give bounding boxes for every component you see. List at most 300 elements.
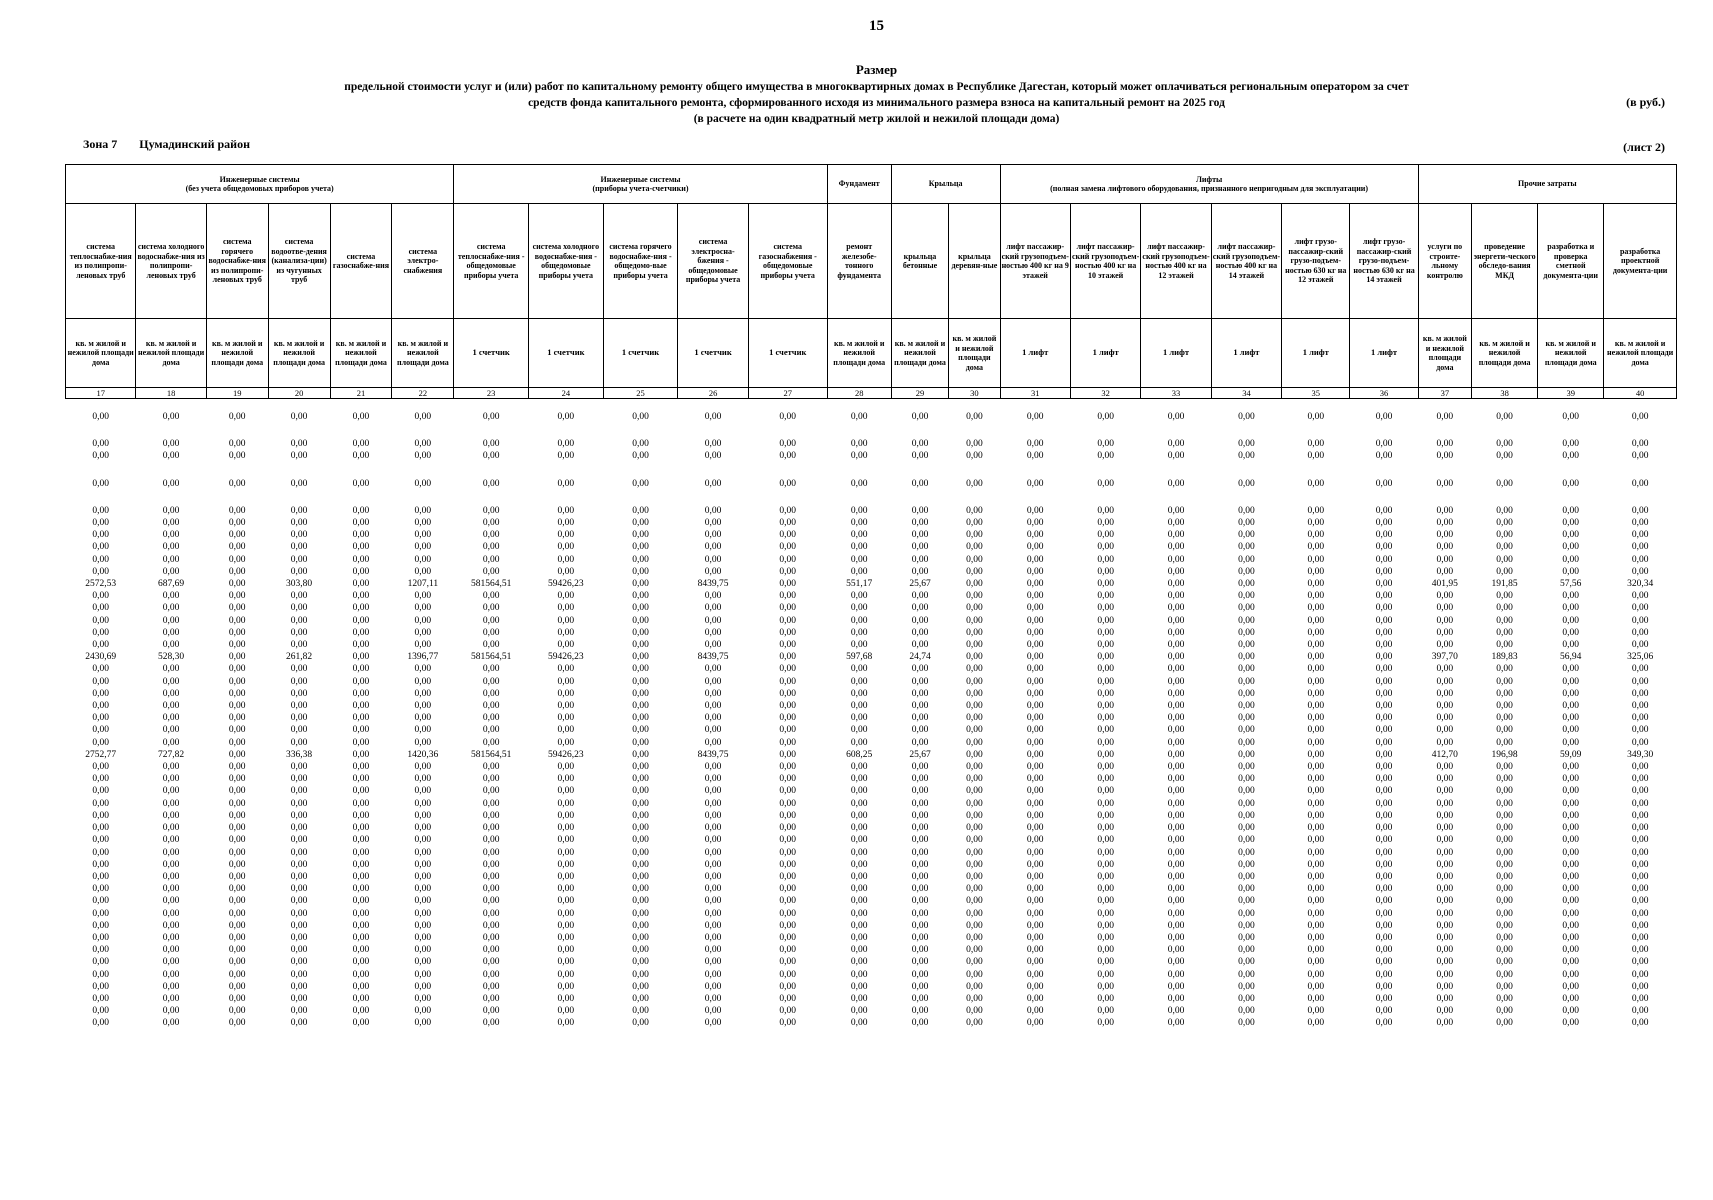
table-cell: 0,00 <box>557 896 575 907</box>
table-cell: 0,00 <box>1026 615 1044 626</box>
column-number: 38 <box>1472 388 1538 399</box>
table-cell: 0,00 <box>911 1018 929 1029</box>
table-cell: 0,00 <box>557 945 575 956</box>
table-cell: 0,00 <box>1375 932 1393 943</box>
table-cell: 0,00 <box>352 932 370 943</box>
table-cell: 0,00 <box>557 439 575 450</box>
table-cell: 0,00 <box>704 957 722 968</box>
table-cell: 0,00 <box>557 530 575 541</box>
table-cell: 0,00 <box>1496 835 1513 846</box>
table-cell: 8439,75 <box>697 652 729 663</box>
table-cell: 0,00 <box>92 664 110 675</box>
table-cell: 401,95 <box>1431 579 1458 590</box>
table-cell: 0,00 <box>290 505 308 516</box>
zone-label <box>83 137 250 152</box>
table-cell: 0,00 <box>1496 847 1513 858</box>
table-cell: 56,94 <box>1560 652 1582 663</box>
table-cell: 0,00 <box>966 701 983 712</box>
table-cell: 0,00 <box>228 908 246 919</box>
table-cell: 0,00 <box>482 603 500 614</box>
table-cell: 0,00 <box>632 478 649 489</box>
table-cell: 0,00 <box>1307 439 1325 450</box>
table-cell: 0,00 <box>92 786 110 797</box>
table-cell: 0,00 <box>1026 993 1044 1004</box>
table-cell: 397,70 <box>1431 652 1458 663</box>
table-cell: 0,00 <box>1167 579 1185 590</box>
table-cell: 0,00 <box>1496 554 1513 565</box>
table-cell: 0,00 <box>557 908 575 919</box>
column-title: лифт пассажир-ский грузоподъем-ностью 400 кг на 10 этажей <box>1070 204 1140 319</box>
column-number: 30 <box>949 388 1000 399</box>
table-cell: 0,00 <box>1097 945 1114 956</box>
group-header: Крыльца <box>891 165 1000 204</box>
table-cell: 0,00 <box>290 957 308 968</box>
table-cell: 0,00 <box>1436 896 1454 907</box>
table-cell: 196,98 <box>1491 749 1518 760</box>
table-cell: 0,00 <box>352 478 370 489</box>
table-cell: 0,00 <box>290 920 308 931</box>
table-cell: 0,00 <box>632 713 649 724</box>
table-cell: 0,00 <box>162 945 180 956</box>
table-cell: 0,00 <box>779 640 797 651</box>
table-cell: 0,00 <box>1167 896 1185 907</box>
table-cell: 0,00 <box>1238 847 1255 858</box>
table-cell: 0,00 <box>1026 749 1044 760</box>
table-cell: 0,00 <box>779 652 797 663</box>
table-cell: 0,00 <box>557 725 575 736</box>
table-cell: 0,00 <box>1097 823 1114 834</box>
table-cell: 0,00 <box>966 566 983 577</box>
column-title: лифт пассажир-ский грузоподъем-ностью 400 кг на 14 этажей <box>1211 204 1281 319</box>
table-cell: 0,00 <box>228 652 246 663</box>
table-cell: 0,00 <box>1436 554 1454 565</box>
table-cell: 0,00 <box>911 993 929 1004</box>
table-cell: 0,00 <box>1436 920 1454 931</box>
table-cell: 0,00 <box>911 884 929 895</box>
row-spacer <box>66 490 1677 505</box>
table-cell: 0,00 <box>1436 993 1454 1004</box>
table-cell: 0,00 <box>850 412 868 422</box>
table-cell: 0,00 <box>1026 1018 1044 1029</box>
table-cell: 0,00 <box>414 920 432 931</box>
table-cell: 0,00 <box>482 554 500 565</box>
table-cell: 0,00 <box>1026 737 1044 748</box>
table-cell: 0,00 <box>632 932 649 943</box>
table-cell: 0,00 <box>1026 908 1044 919</box>
table-cell: 0,00 <box>1238 798 1255 809</box>
table-cell: 0,00 <box>1238 688 1255 699</box>
table-cell: 0,00 <box>92 676 110 687</box>
table-cell: 0,00 <box>1436 762 1454 773</box>
table-cell: 0,00 <box>911 823 929 834</box>
table-cell: 0,00 <box>557 810 575 821</box>
table-cell: 0,00 <box>557 478 575 489</box>
table-cell: 0,00 <box>1307 1006 1325 1017</box>
table-cell: 0,00 <box>1562 615 1580 626</box>
table-cell: 25,67 <box>909 579 931 590</box>
table-cell: 0,00 <box>911 1006 929 1017</box>
table-cell: 0,00 <box>1375 884 1393 895</box>
column-number: 33 <box>1141 388 1211 399</box>
table-cell: 0,00 <box>92 518 110 529</box>
table-cell: 0,00 <box>1026 932 1044 943</box>
table-cell: 551,17 <box>846 579 873 590</box>
table-cell: 0,00 <box>1562 554 1580 565</box>
table-cell: 0,00 <box>1238 896 1255 907</box>
table-cell: 0,00 <box>482 969 500 980</box>
table-cell: 0,00 <box>92 835 110 846</box>
table-cell: 0,00 <box>704 701 722 712</box>
table-cell: 0,00 <box>1238 969 1255 980</box>
table-cell: 0,00 <box>1375 615 1393 626</box>
table-cell: 0,00 <box>850 847 868 858</box>
table-cell: 0,00 <box>1375 579 1393 590</box>
table-cell: 0,00 <box>1307 859 1325 870</box>
table-cell: 0,00 <box>228 518 246 529</box>
table-cell: 0,00 <box>414 725 432 736</box>
table-cell: 0,00 <box>1496 603 1513 614</box>
table-cell: 0,00 <box>1026 774 1044 785</box>
column-title-row <box>66 204 1677 319</box>
table-cell: 0,00 <box>352 579 370 590</box>
table-cell: 0,00 <box>1436 627 1454 638</box>
table-cell: 0,00 <box>704 884 722 895</box>
table-cell: 0,00 <box>1562 859 1580 870</box>
table-cell: 0,00 <box>162 505 180 516</box>
table-cell: 0,00 <box>1167 810 1185 821</box>
table-cell: 0,00 <box>1436 725 1454 736</box>
table-cell: 0,00 <box>1436 786 1454 797</box>
table-row <box>66 1005 1677 1017</box>
table-row <box>66 724 1677 736</box>
table-cell: 0,00 <box>482 412 500 422</box>
table-cell: 0,00 <box>290 945 308 956</box>
table-cell: 0,00 <box>1026 688 1044 699</box>
table-cell: 0,00 <box>482 451 500 462</box>
table-cell: 0,00 <box>966 810 983 821</box>
column-unit: кв. м жилой и нежилой площади дома <box>1604 319 1677 388</box>
table-cell: 0,00 <box>1631 920 1649 931</box>
table-cell: 0,00 <box>1307 774 1325 785</box>
table-cell: 0,00 <box>1167 945 1185 956</box>
table-cell: 0,00 <box>779 579 797 590</box>
table-cell: 0,00 <box>1097 591 1114 602</box>
table-cell: 0,00 <box>352 993 370 1004</box>
table-cell: 0,00 <box>704 542 722 553</box>
table-cell: 0,00 <box>1307 749 1325 760</box>
table-cell: 0,00 <box>1097 908 1114 919</box>
table-cell: 0,00 <box>1436 603 1454 614</box>
table-cell: 0,00 <box>850 823 868 834</box>
column-title: крыльца бетонные <box>891 204 949 319</box>
table-cell: 0,00 <box>1026 478 1044 489</box>
table-cell: 0,00 <box>1436 615 1454 626</box>
table-cell: 0,00 <box>1307 945 1325 956</box>
table-cell: 0,00 <box>632 1018 649 1029</box>
table-cell: 59426,23 <box>548 652 584 663</box>
table-cell: 0,00 <box>632 579 649 590</box>
table-cell: 0,00 <box>850 591 868 602</box>
table-cell: 0,00 <box>1167 701 1185 712</box>
table-cell: 0,00 <box>1375 798 1393 809</box>
table-cell: 0,00 <box>704 439 722 450</box>
table-row <box>66 615 1677 627</box>
table-cell: 0,00 <box>632 1006 649 1017</box>
column-number: 21 <box>330 388 392 399</box>
table-cell: 0,00 <box>1631 725 1649 736</box>
column-title: система горячего водоснабже-ния - общедомо-вые приборы учета <box>603 204 678 319</box>
table-cell: 0,00 <box>162 798 180 809</box>
table-cell: 0,00 <box>162 566 180 577</box>
table-cell: 0,00 <box>1436 835 1454 846</box>
table-cell: 0,00 <box>1375 847 1393 858</box>
table-cell: 0,00 <box>557 627 575 638</box>
table-cell: 1396,77 <box>407 652 439 663</box>
table-cell: 0,00 <box>352 969 370 980</box>
column-unit: 1 лифт <box>1000 319 1070 388</box>
table-cell: 0,00 <box>632 701 649 712</box>
table-cell: 0,00 <box>966 615 983 626</box>
table-cell: 0,00 <box>1167 835 1185 846</box>
table-cell: 0,00 <box>1562 1018 1580 1029</box>
table-cell: 0,00 <box>162 786 180 797</box>
table-cell: 0,00 <box>228 579 246 590</box>
table-cell: 0,00 <box>911 896 929 907</box>
table-cell: 0,00 <box>92 439 110 450</box>
table-cell: 0,00 <box>352 945 370 956</box>
table-cell: 0,00 <box>911 762 929 773</box>
table-cell: 0,00 <box>228 896 246 907</box>
table-cell: 0,00 <box>162 969 180 980</box>
table-cell: 0,00 <box>414 701 432 712</box>
table-cell: 0,00 <box>1631 603 1649 614</box>
table-cell: 0,00 <box>352 920 370 931</box>
table-cell: 0,00 <box>1562 945 1580 956</box>
table-cell: 0,00 <box>1097 762 1114 773</box>
table-cell: 0,00 <box>1436 981 1454 992</box>
table-cell: 0,00 <box>1307 664 1325 675</box>
table-cell: 0,00 <box>1238 412 1255 422</box>
table-cell: 0,00 <box>1026 823 1044 834</box>
sheet-label: (лист 2) <box>1623 140 1665 154</box>
table-cell: 0,00 <box>704 591 722 602</box>
table-cell: 0,00 <box>1167 737 1185 748</box>
table-cell: 261,82 <box>286 652 313 663</box>
table-cell: 0,00 <box>779 542 797 553</box>
table-cell: 0,00 <box>352 591 370 602</box>
table-cell: 0,00 <box>850 981 868 992</box>
table-cell: 0,00 <box>228 627 246 638</box>
table-cell: 0,00 <box>1167 932 1185 943</box>
table-row <box>66 749 1677 761</box>
table-cell: 0,00 <box>966 603 983 614</box>
table-cell: 0,00 <box>1496 478 1513 489</box>
table-cell: 0,00 <box>966 713 983 724</box>
table-cell: 0,00 <box>557 871 575 882</box>
table-cell: 1207,11 <box>407 579 439 590</box>
table-cell: 0,00 <box>1238 908 1255 919</box>
table-cell: 0,00 <box>1238 945 1255 956</box>
table-cell: 0,00 <box>1631 957 1649 968</box>
table-cell: 0,00 <box>1631 713 1649 724</box>
table-cell: 0,00 <box>1375 969 1393 980</box>
table-cell: 0,00 <box>1436 439 1454 450</box>
table-cell: 0,00 <box>557 969 575 980</box>
table-cell: 0,00 <box>92 603 110 614</box>
table-cell: 0,00 <box>1238 737 1255 748</box>
table-cell: 0,00 <box>704 518 722 529</box>
table-cell: 0,00 <box>1307 451 1325 462</box>
table-cell: 0,00 <box>1307 969 1325 980</box>
table-cell: 0,00 <box>290 603 308 614</box>
table-cell: 0,00 <box>779 627 797 638</box>
table-cell: 0,00 <box>704 603 722 614</box>
table-cell: 0,00 <box>779 554 797 565</box>
column-number: 31 <box>1000 388 1070 399</box>
table-cell: 0,00 <box>1562 896 1580 907</box>
table-cell: 0,00 <box>162 640 180 651</box>
table-cell: 0,00 <box>1436 412 1454 422</box>
table-cell: 0,00 <box>1238 579 1255 590</box>
table-cell: 0,00 <box>850 762 868 773</box>
table-cell: 0,00 <box>1097 725 1114 736</box>
table-cell: 0,00 <box>162 932 180 943</box>
table-cell: 0,00 <box>482 615 500 626</box>
table-cell: 0,00 <box>1238 762 1255 773</box>
table-cell: 0,00 <box>1562 530 1580 541</box>
table-cell: 0,00 <box>162 615 180 626</box>
table-cell: 0,00 <box>1375 518 1393 529</box>
table-cell: 0,00 <box>966 920 983 931</box>
table-cell: 0,00 <box>92 615 110 626</box>
table-cell: 0,00 <box>92 713 110 724</box>
table-cell: 0,00 <box>1436 884 1454 895</box>
table-cell: 0,00 <box>482 847 500 858</box>
table-cell: 8439,75 <box>697 749 729 760</box>
table-cell: 0,00 <box>1562 871 1580 882</box>
table-cell: 0,00 <box>557 640 575 651</box>
table-cell: 25,67 <box>909 749 931 760</box>
table-cell: 0,00 <box>911 518 929 529</box>
table-cell: 0,00 <box>557 932 575 943</box>
column-unit: кв. м жилой и нежилой площади дома <box>268 319 330 388</box>
table-cell: 0,00 <box>1307 725 1325 736</box>
table-row <box>66 399 1677 424</box>
table-cell: 0,00 <box>1167 908 1185 919</box>
unit-row <box>66 319 1677 388</box>
table-cell: 0,00 <box>1496 969 1513 980</box>
table-cell: 0,00 <box>779 798 797 809</box>
table-cell: 0,00 <box>704 566 722 577</box>
table-cell: 0,00 <box>1238 478 1255 489</box>
table-cell: 0,00 <box>1238 725 1255 736</box>
table-cell: 0,00 <box>92 701 110 712</box>
table-cell: 0,00 <box>911 932 929 943</box>
table-cell: 0,00 <box>228 981 246 992</box>
table-cell: 0,00 <box>1375 664 1393 675</box>
table-cell: 0,00 <box>966 518 983 529</box>
table-cell: 0,00 <box>1436 478 1454 489</box>
table-cell: 0,00 <box>228 920 246 931</box>
table-cell: 0,00 <box>92 640 110 651</box>
table-cell: 0,00 <box>1375 945 1393 956</box>
title-line-2: предельной стоимости услуг и (или) работ по капитальному ремонту общего имущества в многоквартирных домах в Республике Дагестан, который может оплачиваться региональным оператором за счет <box>344 81 1409 93</box>
table-cell: 0,00 <box>290 932 308 943</box>
table-cell: 0,00 <box>1436 701 1454 712</box>
table-cell: 0,00 <box>228 810 246 821</box>
table-cell: 0,00 <box>482 518 500 529</box>
table-cell: 0,00 <box>704 945 722 956</box>
table-cell: 0,00 <box>228 554 246 565</box>
table-cell: 0,00 <box>1026 676 1044 687</box>
title-line-3: средств фонда капитального ремонта, сформированного исходя из минимального размера взноса на капитальный ремонт на 2025 год <box>528 97 1225 109</box>
table-cell: 0,00 <box>1026 518 1044 529</box>
column-title: крыльца деревян-ные <box>949 204 1000 319</box>
table-cell: 0,00 <box>1307 786 1325 797</box>
table-cell: 0,00 <box>1562 981 1580 992</box>
table-cell: 0,00 <box>632 664 649 675</box>
table-cell: 0,00 <box>414 762 432 773</box>
table-cell: 0,00 <box>1631 896 1649 907</box>
table-cell: 0,00 <box>1562 969 1580 980</box>
table-cell: 0,00 <box>290 1006 308 1017</box>
table-cell: 0,00 <box>779 737 797 748</box>
table-row <box>66 822 1677 834</box>
table-cell: 0,00 <box>1167 920 1185 931</box>
table-cell: 0,00 <box>1496 737 1513 748</box>
table-cell: 0,00 <box>911 798 929 809</box>
table-cell: 0,00 <box>557 798 575 809</box>
table-cell: 0,00 <box>290 896 308 907</box>
table-row <box>66 785 1677 797</box>
table-cell: 0,00 <box>779 810 797 821</box>
table-cell: 8439,75 <box>697 579 729 590</box>
table-cell: 0,00 <box>228 676 246 687</box>
table-cell: 0,00 <box>1307 871 1325 882</box>
table-cell: 0,00 <box>1307 1018 1325 1029</box>
table-cell: 581564,51 <box>470 749 512 760</box>
column-number: 23 <box>454 388 529 399</box>
table-cell: 0,00 <box>704 1006 722 1017</box>
table-cell: 0,00 <box>850 884 868 895</box>
table-cell: 0,00 <box>92 451 110 462</box>
table-cell: 0,00 <box>290 451 308 462</box>
table-cell: 0,00 <box>1307 737 1325 748</box>
table-cell: 0,00 <box>290 847 308 858</box>
table-row <box>66 602 1677 614</box>
table-cell: 0,00 <box>850 1018 868 1029</box>
table-cell: 0,00 <box>414 884 432 895</box>
column-unit: 1 лифт <box>1350 319 1418 388</box>
table-cell: 581564,51 <box>470 652 512 663</box>
table-cell: 0,00 <box>779 749 797 760</box>
table-cell: 0,00 <box>911 505 929 516</box>
cost-table <box>65 164 1677 1030</box>
table-row <box>66 529 1677 541</box>
table-cell: 0,00 <box>1238 713 1255 724</box>
table-cell: 608,25 <box>846 749 873 760</box>
table-cell: 0,00 <box>92 847 110 858</box>
table-cell: 0,00 <box>162 920 180 931</box>
column-number: 22 <box>392 388 454 399</box>
table-cell: 0,00 <box>162 823 180 834</box>
table-cell: 0,00 <box>1026 701 1044 712</box>
table-cell: 0,00 <box>92 737 110 748</box>
table-cell: 0,00 <box>704 412 722 422</box>
table-cell: 0,00 <box>1562 725 1580 736</box>
table-cell: 0,00 <box>632 798 649 809</box>
table-cell: 0,00 <box>414 591 432 602</box>
